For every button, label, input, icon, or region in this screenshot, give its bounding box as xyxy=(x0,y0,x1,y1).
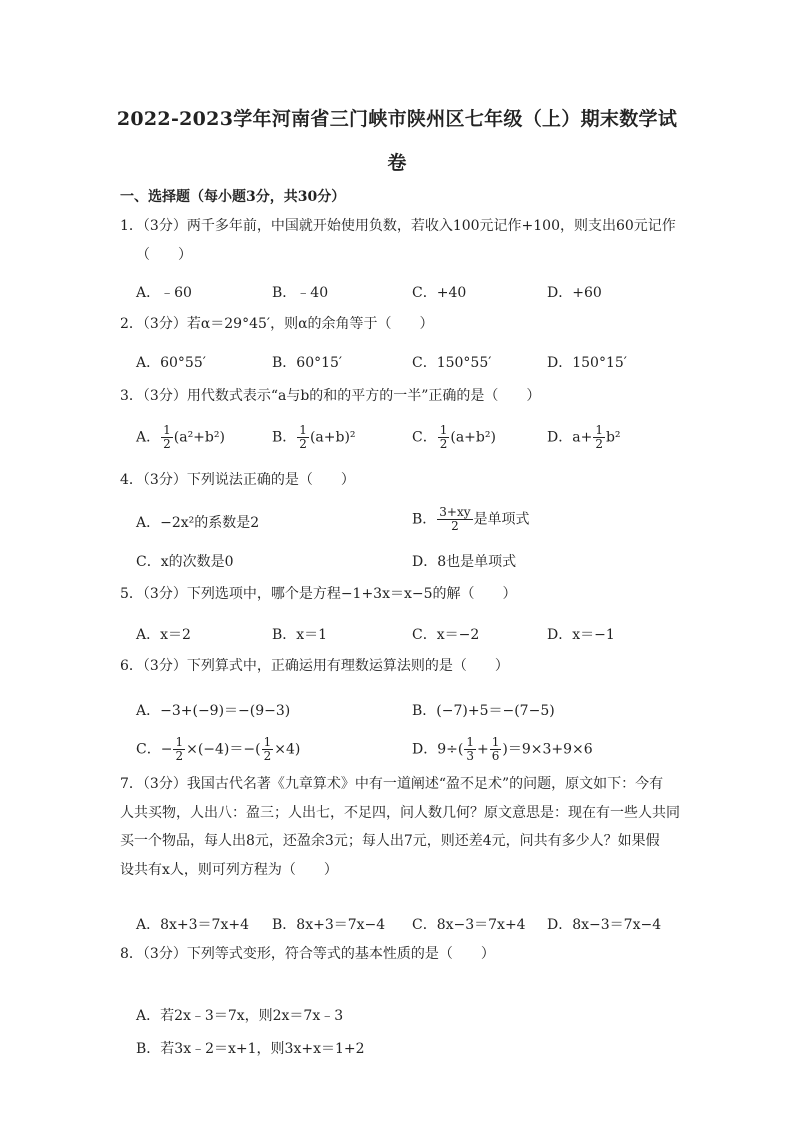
option-c: C．150°55′ xyxy=(412,355,492,371)
option-b-label: B． xyxy=(272,429,297,446)
question-5 xyxy=(120,580,680,609)
question-7 xyxy=(120,770,680,884)
expression: (a+b²) xyxy=(450,429,496,446)
question-2-options xyxy=(136,352,696,378)
question-4 xyxy=(120,466,680,495)
expr-lead: − xyxy=(160,741,173,758)
question-6-options-row-1 xyxy=(136,700,696,726)
option-d: D．8也是单项式 xyxy=(412,554,517,570)
question-1-stem-line-2: （ ） xyxy=(136,247,192,263)
question-6-options-row-2 xyxy=(136,736,696,770)
question-4-options-row-2 xyxy=(136,551,696,577)
option-b: B．若3x﹣2＝x+1，则3x+x＝1+2 xyxy=(136,1041,365,1057)
option-b-tail: 是单项式 xyxy=(473,511,530,528)
option-d xyxy=(547,424,621,451)
option-b: B．x＝1 xyxy=(272,627,328,643)
question-2-stem: 2．（3分）若α＝29°45′，则α的余角等于（ ） xyxy=(120,316,434,332)
fraction: $\frac{1}{2}$ xyxy=(263,735,272,763)
option-b-label: B． xyxy=(412,511,437,528)
question-1-stem-line-1: 1．（3分）两千多年前，中国就开始使用负数，若收入100元记作+100，则支出60元记作 xyxy=(120,218,676,234)
question-2 xyxy=(120,310,680,339)
option-a: A．﹣60 xyxy=(136,285,192,301)
question-5-stem: 5．（3分）下列选项中，哪个是方程−1+3x＝x−5的解（ ） xyxy=(120,586,517,602)
fraction: $\frac{1}{3}$ xyxy=(466,735,474,763)
option-d-label: D． xyxy=(412,741,438,758)
question-8-option-a-row xyxy=(136,1005,696,1031)
question-7-line-1: 7．（3分）我国古代名著《九章算术》中有一道阐述“盈不足术”的问题，原文如下：今有 xyxy=(120,776,664,792)
expr-mid: ×(−4)＝−( xyxy=(186,741,261,758)
option-c xyxy=(136,736,300,763)
question-6 xyxy=(120,652,680,681)
question-4-options-row-1 xyxy=(136,506,696,540)
option-a: A．−2x²的系数是2 xyxy=(136,515,260,531)
expr-plus: + xyxy=(476,741,489,758)
question-1 xyxy=(120,212,680,270)
option-a: A．若2x﹣3＝7x，则2x＝7x﹣3 xyxy=(136,1008,344,1024)
option-c-label: C． xyxy=(412,429,437,446)
option-b: B．8x+3＝7x−4 xyxy=(272,917,386,933)
expr-lead: 9÷( xyxy=(437,741,464,758)
option-d: D．8x−3＝7x−4 xyxy=(547,917,662,933)
option-d-label: D． xyxy=(547,429,573,446)
expr-tail: )＝9×3+9×6 xyxy=(502,741,593,758)
question-8-stem: 8．（3分）下列等式变形，符合等式的基本性质的是（ ） xyxy=(120,946,495,962)
fraction: $\frac{1}{2}$ xyxy=(439,423,448,451)
question-3-options xyxy=(136,424,696,456)
fraction: $\frac{1}{6}$ xyxy=(491,735,500,763)
option-b xyxy=(272,424,356,451)
question-7-line-3: 买一个物品，每人出8元，还盈余3元；每人出7元，则还差4元，问共有多少人？如果假 xyxy=(120,833,660,849)
option-c: C．x的次数是0 xyxy=(136,554,234,570)
expression-lead: a+ xyxy=(572,429,593,446)
option-d xyxy=(412,736,593,763)
expression: (a²+b²) xyxy=(173,429,225,446)
doc-title-line-1: 2022-2023学年河南省三门峡市陕州区七年级（上）期末数学试 xyxy=(116,108,678,130)
option-c-label: C． xyxy=(136,741,161,758)
option-a: A．60°55′ xyxy=(136,355,206,371)
expr-tail: ×4) xyxy=(274,741,301,758)
fraction: $\frac{1}{2}$ xyxy=(163,423,171,451)
option-d: D．x＝−1 xyxy=(547,627,615,643)
question-8 xyxy=(120,940,680,969)
option-a-label: A． xyxy=(136,429,161,446)
option-d: D．+60 xyxy=(547,285,602,301)
question-4-stem: 4．（3分）下列说法正确的是（ ） xyxy=(120,472,355,488)
option-b: B．(−7)+5＝−(7−5) xyxy=(412,703,555,719)
question-7-options xyxy=(136,914,696,940)
option-b: B．﹣40 xyxy=(272,285,329,301)
option-c: C．x＝−2 xyxy=(412,627,480,643)
doc-title-line-2: 卷 xyxy=(387,152,407,174)
question-7-line-2: 人共买物，人出八：盈三；人出七，不足四，问人数几何？原文意思是：现在有一些人共同 xyxy=(120,804,680,821)
option-c xyxy=(412,424,496,451)
fraction: $\frac{1}{2}$ xyxy=(299,423,307,451)
question-1-options xyxy=(136,282,696,308)
option-a: A．8x+3＝7x+4 xyxy=(136,917,249,933)
option-a: A．−3+(−9)＝−(9−3) xyxy=(136,703,291,719)
option-a xyxy=(136,424,225,451)
fraction: $\frac{1}{2}$ xyxy=(595,423,603,451)
question-6-stem: 6．（3分）下列算式中，正确运用有理数运算法则的是（ ） xyxy=(120,658,509,674)
question-7-line-4: 设共有x人，则可列方程为（ ） xyxy=(120,861,338,878)
fraction: $\frac{3+xy}{2}$ xyxy=(439,505,471,533)
question-8-option-b-row xyxy=(136,1038,696,1064)
option-c: C．8x−3＝7x+4 xyxy=(412,917,526,933)
section-heading: 一、选择题（每小题3分，共30分） xyxy=(120,189,346,205)
option-b: B．60°15′ xyxy=(272,355,343,371)
expression: (a+b)² xyxy=(309,429,356,446)
option-c: C．+40 xyxy=(412,285,467,301)
expression-tail: b² xyxy=(605,429,621,446)
question-3 xyxy=(120,382,680,411)
option-d: D．150°15′ xyxy=(547,355,627,371)
question-3-stem: 3．（3分）用代数式表示“a与b的和的平方的一半”正确的是（ ） xyxy=(120,388,541,404)
fraction: $\frac{1}{2}$ xyxy=(175,735,184,763)
option-b xyxy=(412,506,530,533)
option-a: A．x＝2 xyxy=(136,627,191,643)
question-5-options xyxy=(136,624,696,650)
